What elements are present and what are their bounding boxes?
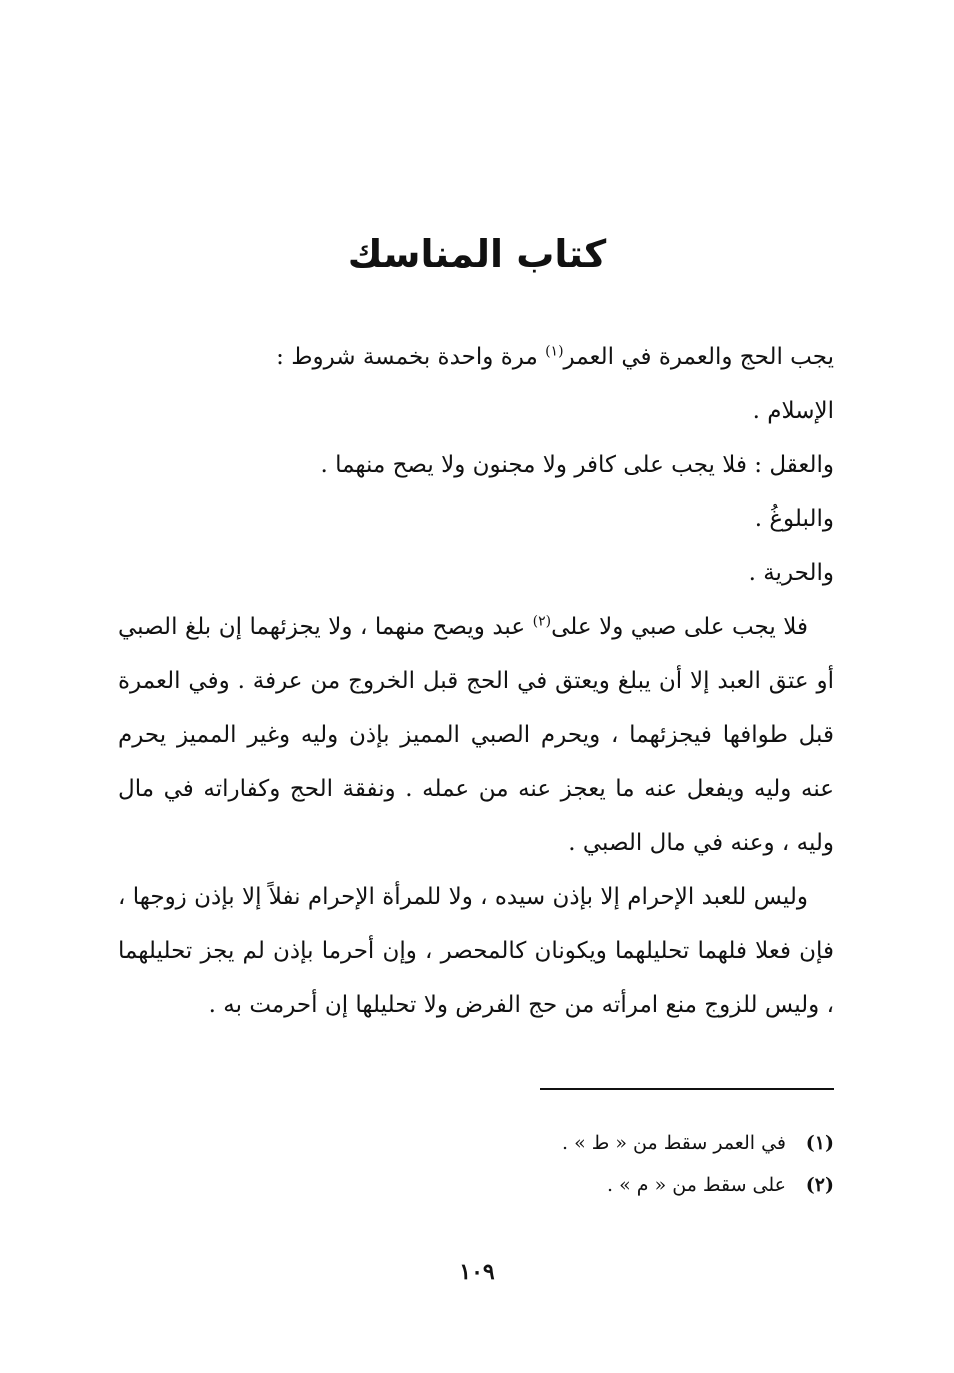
intro-line [118,330,834,384]
footnotes [400,1122,834,1206]
paragraph-2: وليس للعبد الإحرام إلا بإذن سيده ، ولا للمرأة الإحرام نفلاً إلا بإذن زوجها ، فإن فعلا فلهما تحليلهما ويكونان كالمحصر ، وإن أحرما بإذن لم يجز تحليلهما ، وليس للزوج منع امرأته من حج الفرض ولا تحليلها إن أحرمت به . [118,884,834,1018]
main-text [118,330,834,1032]
footnote-text: على سقط من « م » . [607,1174,786,1196]
condition-item: الإسلام . [752,398,834,424]
condition-item: والعقل : فلا يجب على كافر ولا مجنون ولا يصح منهما . [320,452,834,478]
footnote-ref-1[interactable]: (١) [545,343,564,360]
footnote-item [400,1122,834,1164]
footnote-text: في العمر سقط من « ط » . [562,1132,786,1154]
paragraph-1-text-end: عبد ويصح منهما ، ولا يجزئهما إن بلغ الصبي أو عتق العبد إلا أن يبلغ ويعتق في الحج قبل الخروج من عرفة . وفي العمرة قبل طوافها فيجزئهما ، ويحرم الصبي المميز بإذن وليه وغير المميز يحرم عنه وليه ويفعل عنه ما يعجز عنه من عمله . ونفقة الحج وكفاراته في مال وليه ، وعنه في مال الصبي . [118,614,834,856]
condition-item: والحرية . [748,560,834,586]
footnote-ref-2[interactable]: (٢) [532,613,552,630]
footnote-number: (٢) [805,1174,834,1196]
footnote-number: (١) [805,1132,834,1154]
condition-item: والبلوغُ . [754,506,834,532]
page-number: ١٠٩ [459,1259,495,1285]
intro-text: يجب الحج والعمرة في العمر [563,344,834,370]
intro-text-end: مرة واحدة بخمسة شروط : [276,344,546,370]
paragraph-1-text: فلا يجب على صبي ولا على [551,614,808,640]
paragraph-1 [118,600,834,870]
footnote-item [400,1164,834,1206]
footnote-divider [540,1088,834,1090]
page-title: كتاب المناسك [347,232,607,276]
